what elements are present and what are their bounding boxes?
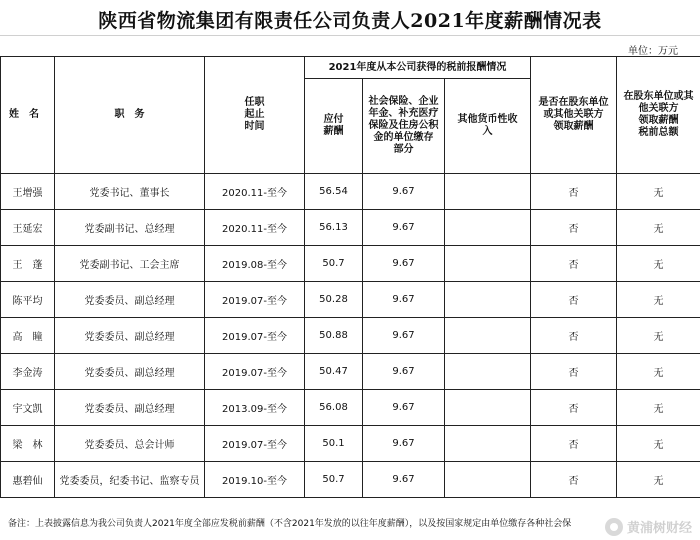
cell-total: 无	[617, 210, 700, 246]
table-row	[1, 174, 700, 210]
cell-other	[445, 210, 531, 246]
cell-term: 2020.11-至今	[205, 210, 305, 246]
cell-total: 无	[617, 318, 700, 354]
salary-table	[0, 56, 700, 498]
header-position: 职 务	[55, 57, 205, 174]
cell-pay: 50.1	[305, 426, 363, 462]
cell-pay: 50.88	[305, 318, 363, 354]
cell-term: 2020.11-至今	[205, 174, 305, 210]
unit-label: 单位：万元	[628, 46, 678, 57]
cell-name: 陈平均	[1, 282, 55, 318]
header-term: 任职 起止 时间	[205, 57, 305, 174]
cell-total: 无	[617, 174, 700, 210]
header-total: 在股东单位或其 他关联方 领取薪酬 税前总额	[617, 57, 700, 174]
cell-position: 党委委员、副总经理	[55, 282, 205, 318]
cell-other	[445, 282, 531, 318]
cell-total: 无	[617, 246, 700, 282]
cell-insurance: 9.67	[363, 354, 445, 390]
cell-insurance: 9.67	[363, 282, 445, 318]
cell-term: 2019.07-至今	[205, 426, 305, 462]
header-shareholder: 是否在股东单位 或其他关联方 领取薪酬	[531, 57, 617, 174]
cell-name: 王 蓬	[1, 246, 55, 282]
sheet-gridline	[0, 35, 700, 36]
cell-position: 党委委员，纪委书记、监察专员	[55, 462, 205, 498]
cell-pay: 50.7	[305, 246, 363, 282]
cell-shareholder: 否	[531, 210, 617, 246]
cell-name: 王增强	[1, 174, 55, 210]
header-group: 2021年度从本公司获得的税前报酬情况	[305, 57, 531, 79]
header-pay: 应付 薪酬	[305, 79, 363, 174]
cell-other	[445, 174, 531, 210]
cell-insurance: 9.67	[363, 462, 445, 498]
cell-other	[445, 318, 531, 354]
table-row	[1, 462, 700, 498]
cell-other	[445, 426, 531, 462]
cell-position: 党委副书记、总经理	[55, 210, 205, 246]
cell-total: 无	[617, 282, 700, 318]
header-insurance: 社会保险、企业 年金、补充医疗 保险及住房公积 金的单位缴存 部分	[363, 79, 445, 174]
cell-shareholder: 否	[531, 426, 617, 462]
cell-position: 党委委员、副总经理	[55, 390, 205, 426]
page-title: 陕西省物流集团有限责任公司负责人2021年度薪酬情况表	[98, 10, 602, 32]
cell-term: 2019.07-至今	[205, 354, 305, 390]
cell-shareholder: 否	[531, 318, 617, 354]
watermark	[605, 517, 692, 536]
table-row	[1, 282, 700, 318]
cell-pay: 56.08	[305, 390, 363, 426]
cell-pay: 50.7	[305, 462, 363, 498]
header-name: 姓 名	[1, 57, 55, 174]
cell-name: 王延宏	[1, 210, 55, 246]
cell-insurance: 9.67	[363, 426, 445, 462]
cell-insurance: 9.67	[363, 210, 445, 246]
header-other: 其他货币性收 入	[445, 79, 531, 174]
cell-term: 2019.07-至今	[205, 318, 305, 354]
cell-total: 无	[617, 426, 700, 462]
cell-insurance: 9.67	[363, 246, 445, 282]
cell-shareholder: 否	[531, 354, 617, 390]
cell-total: 无	[617, 462, 700, 498]
cell-name: 惠碧仙	[1, 462, 55, 498]
cell-position: 党委委员、副总经理	[55, 354, 205, 390]
cell-insurance: 9.67	[363, 318, 445, 354]
table-row	[1, 246, 700, 282]
cell-position: 党委委员、总会计师	[55, 426, 205, 462]
table-row	[1, 426, 700, 462]
cell-pay: 56.54	[305, 174, 363, 210]
cell-shareholder: 否	[531, 462, 617, 498]
cell-name: 宇文凯	[1, 390, 55, 426]
footnote: 备注：上表披露信息为我公司负责人2021年度全部应发税前薪酬（不含2021年发放的以往年度薪酬），以及按国家规定由单位缴存各种社会保	[8, 519, 572, 529]
cell-name: 李金涛	[1, 354, 55, 390]
cell-total: 无	[617, 390, 700, 426]
cell-other	[445, 246, 531, 282]
cell-insurance: 9.67	[363, 174, 445, 210]
cell-term: 2019.07-至今	[205, 282, 305, 318]
cell-pay: 50.47	[305, 354, 363, 390]
cell-shareholder: 否	[531, 282, 617, 318]
cell-position: 党委副书记、工会主席	[55, 246, 205, 282]
cell-pay: 56.13	[305, 210, 363, 246]
cell-other	[445, 462, 531, 498]
cell-insurance: 9.67	[363, 390, 445, 426]
watermark-text: 黄浦树财经	[626, 521, 692, 536]
cell-position: 党委委员、副总经理	[55, 318, 205, 354]
cell-name: 高 瞳	[1, 318, 55, 354]
cell-other	[445, 354, 531, 390]
cell-term: 2019.08-至今	[205, 246, 305, 282]
cell-pay: 50.28	[305, 282, 363, 318]
cell-term: 2013.09-至今	[205, 390, 305, 426]
cell-shareholder: 否	[531, 246, 617, 282]
cell-other	[445, 390, 531, 426]
weibo-logo-icon	[605, 518, 623, 536]
table-row	[1, 354, 700, 390]
cell-shareholder: 否	[531, 390, 617, 426]
cell-shareholder: 否	[531, 174, 617, 210]
table-row	[1, 318, 700, 354]
table-row	[1, 390, 700, 426]
cell-total: 无	[617, 354, 700, 390]
cell-name: 梁 林	[1, 426, 55, 462]
cell-position: 党委书记、董事长	[55, 174, 205, 210]
cell-term: 2019.10-至今	[205, 462, 305, 498]
table-row	[1, 210, 700, 246]
